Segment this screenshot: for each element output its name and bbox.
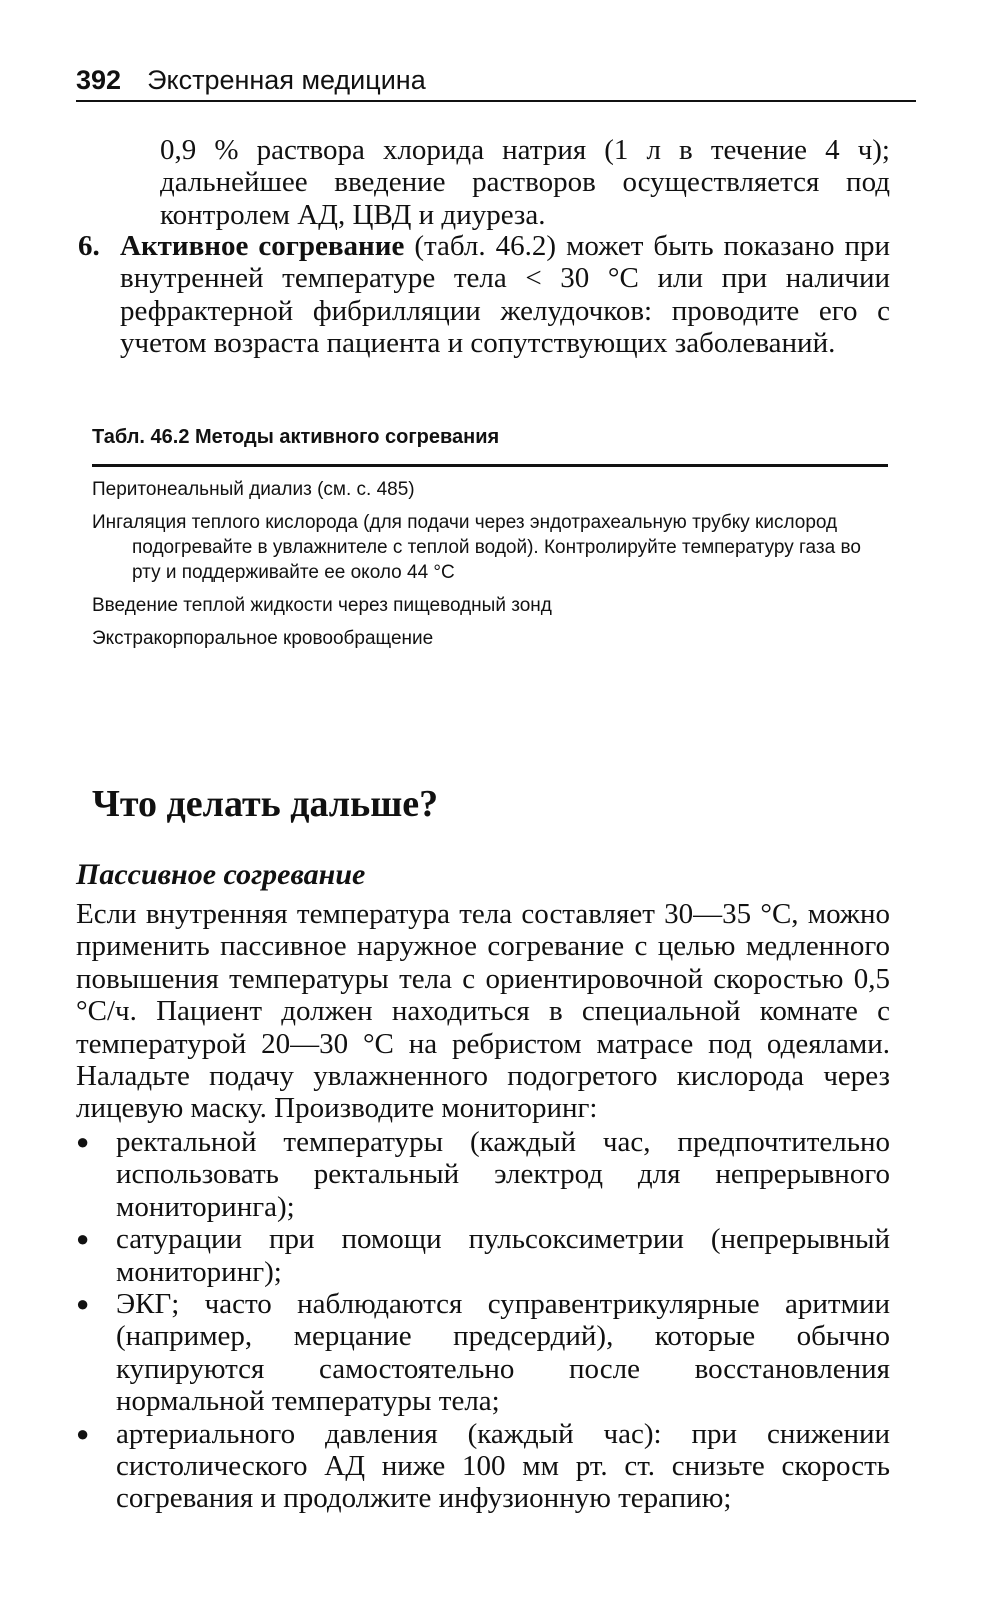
list-item-6 [78,230,890,360]
list-item [76,1223,890,1288]
running-header [76,62,916,102]
list-item [76,1418,890,1515]
list-item-body: (табл. 46.2) может быть показано при внутренней температуре тела < 30 °С или при наличии рефрактерной фибрилляции желудочков: проводите его с учетом возраста пациента и сопутствующих заболеваний. [120,230,890,360]
table-row: Перитонеальный диализ (см. с. 485) [92,479,415,500]
list-item [76,1288,890,1418]
table-caption: Табл. 46.2 Методы активного согревания [92,426,500,448]
body-paragraph: Если внутренняя температура тела составляет 30—35 °С, можно применить пассивное наружное согревание с целью медленного повышения температуры тела с ориентировочной скоростью 0,5 °С/ч. Пациент должен находиться в специальной комнате с температурой 20—30 °С на ребристом матрасе под одеялами. Наладьте подачу увлажненного подогретого кислорода через лицевую маску. Производите мониторинг: [76,898,890,1125]
bullet-icon: ● [76,1226,90,1252]
table-row: Ингаляция теплого кислорода (для подачи через эндотрахеальную трубку кислород подогревайте в увлажнителе с теплой водой). Контролируйте температуру газа во рту и поддерживайте ее около 44 °С [92,512,861,583]
section-title: Что делать дальше? [92,783,439,825]
list-item [76,1126,890,1223]
bullet-text: ректальной температуры (каждый час, предпочтительно использовать ректальный электрод для непрерывного мониторинга); [116,1126,890,1223]
list-item-text [120,230,890,360]
running-title: Экстренная медицина [147,65,426,95]
bullet-text: артериального давления (каждый час): при снижении систолического АД ниже 100 мм рт. ст. снизьте скорость согревания и продолжите инфузионную терапию; [116,1417,890,1515]
table-row: Экстракорпоральное кровообращение [92,628,434,649]
bullet-icon: ● [76,1420,90,1446]
bullet-icon: ● [76,1291,90,1317]
continuation-paragraph: 0,9 % раствора хлорида натрия (1 л в течение 4 ч); дальнейшее введение растворов осуществляется под контролем АД, ЦВД и диуреза. [160,134,890,231]
bullet-text: ЭКГ; часто наблюдаются суправентрикулярные аритмии (например, мерцание предсердий), которые обычно купируются самостоятельно после восстановления нормальной температуры тела; [116,1288,890,1418]
table-row: Введение теплой жидкости через пищеводный зонд [92,595,552,616]
monitoring-list [76,1126,890,1515]
bullet-text: сатурации при помощи пульсоксиметрии (непрерывный мониторинг); [116,1223,890,1288]
subheading: Пассивное согревание [76,858,366,891]
page-number: 392 [76,65,122,95]
table-rule [92,464,888,467]
table-46-2 [92,425,888,659]
list-item-bold-lead: Активное согревание [120,230,405,262]
bullet-icon: ● [76,1129,90,1154]
list-item-number: 6. [78,230,100,262]
